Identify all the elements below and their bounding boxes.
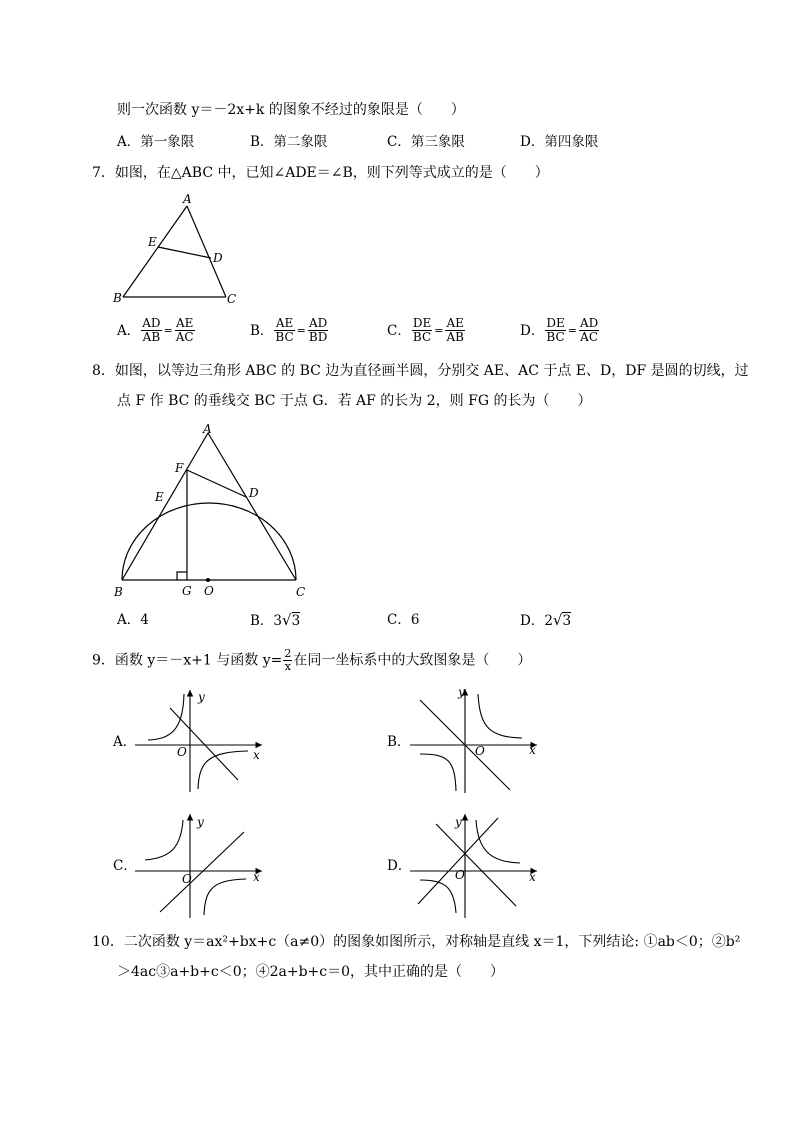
q8-label-o: O — [204, 584, 214, 598]
option-label: C． — [387, 322, 411, 339]
q7-label-a: A — [183, 192, 192, 206]
axis-y: y — [198, 690, 205, 704]
q10-stem-line1: 10．二次函数 y＝ax²+bx+c（a≠0）的图象如图所示，对称轴是直线 x＝1，下列结论: ①ab＜0；②b² — [92, 934, 741, 950]
q9-option-b-label: B． — [387, 734, 411, 750]
origin: O — [475, 744, 485, 758]
option-label: A． — [117, 322, 141, 339]
q6-option-b: B．第二象限 — [250, 134, 328, 150]
q7-stem: 7．如图，在△ABC 中，已知∠ADE＝∠B，则下列等式成立的是（ ） — [92, 165, 549, 181]
fraction: $\frac{AE}{AB}$ — [446, 316, 464, 344]
q6-stem: 则一次函数 y＝－2x+k 的图象不经过的象限是（ ） — [117, 102, 465, 118]
q7-option-d: D． $\frac{DE}{BC}$ = $\frac{AD}{AC}$ — [520, 316, 599, 344]
axis-y: y — [458, 685, 465, 699]
q7-option-b: B． $\frac{AE}{BC}$ = $\frac{AD}{BD}$ — [250, 316, 328, 344]
q7-option-a: A． $\frac{AD}{AB}$ = $\frac{AE}{AC}$ — [117, 316, 194, 344]
q8-label-c: C — [296, 585, 306, 599]
q9-option-c-label: C． — [113, 858, 137, 874]
q8-stem-line2: 点 F 作 BC 的垂线交 BC 于点 G．若 AF 的长为 2，则 FG 的长为（ ） — [117, 393, 592, 409]
q8-label-b: B — [114, 585, 123, 599]
q6-option-a: A．第一象限 — [117, 134, 195, 150]
fraction: $\frac{AE}{AC}$ — [175, 316, 194, 344]
q8-option-b: B．3√3 — [250, 611, 301, 629]
q8-label-a: A — [203, 422, 212, 436]
q7-label-d: D — [213, 251, 223, 265]
fraction: $\frac{DE}{BC}$ — [412, 316, 432, 344]
axis-y: y — [455, 815, 462, 829]
q9-option-a-label: A． — [113, 734, 137, 750]
q8-option-a: A．4 — [117, 612, 149, 628]
q6-option-d: D．第四象限 — [520, 134, 599, 150]
q7-option-c: C． $\frac{DE}{BC}$ = $\frac{AE}{AB}$ — [387, 316, 464, 344]
fraction: $\frac{AD}{BD}$ — [308, 316, 328, 344]
option-label: B． — [250, 322, 274, 339]
q8-option-d: D．2√3 — [520, 611, 572, 629]
axis-x: x — [253, 748, 260, 762]
q8-stem-line1: 8．如图，以等边三角形 ABC 的 BC 边为直径画半圆，分别交 AE、AC 于点 E、D，DF 是圆的切线，过 — [92, 363, 749, 379]
q9-stem: 9．函数 y＝－x+1 与函数 y= $\frac{2}{x}$ 在同一坐标系中的大致图象是（ ） — [92, 647, 532, 673]
origin: O — [455, 868, 465, 882]
q8-label-g: G — [182, 584, 192, 598]
axis-x: x — [529, 743, 536, 757]
q7-label-b: B — [113, 291, 122, 305]
q8-label-e: E — [155, 490, 164, 504]
q9-fraction: $\frac{2}{x}$ — [284, 647, 292, 673]
axis-x: x — [529, 870, 536, 884]
fraction: $\frac{AE}{BC}$ — [275, 316, 294, 344]
q9-option-d-label: D． — [387, 858, 412, 874]
option-label: D． — [520, 322, 545, 339]
q7-label-c: C — [227, 292, 237, 306]
q7-label-e: E — [148, 235, 157, 249]
fraction: $\frac{AD}{AB}$ — [142, 316, 161, 344]
fraction: $\frac{AD}{AC}$ — [579, 316, 599, 344]
origin: O — [177, 745, 187, 759]
origin: O — [182, 872, 192, 886]
q8-label-f: F — [175, 461, 184, 475]
fraction: $\frac{DE}{BC}$ — [546, 316, 565, 344]
q10-stem-line2: ＞4ac③a+b+c＜0；④2a+b+c＝0，其中正确的是（ ） — [117, 964, 505, 980]
q6-option-c: C．第三象限 — [387, 134, 465, 150]
axis-y: y — [197, 815, 204, 829]
q8-label-d: D — [249, 486, 259, 500]
axis-x: x — [253, 870, 260, 884]
q8-option-c: C．6 — [387, 612, 420, 628]
